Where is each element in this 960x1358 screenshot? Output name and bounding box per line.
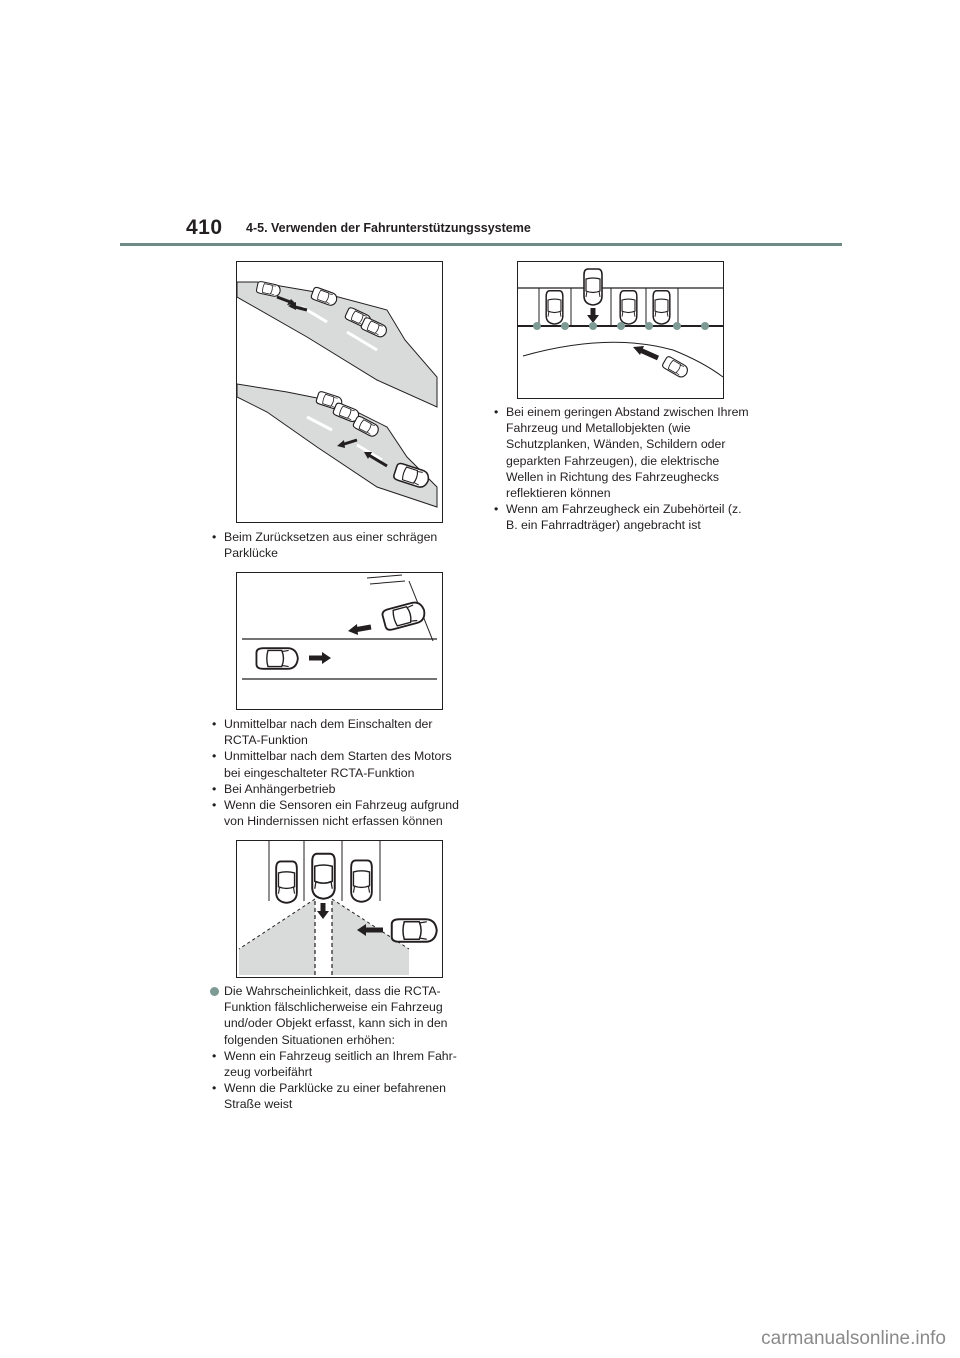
- watermark: carmanualsonline.info: [761, 1328, 946, 1349]
- list-item: • Wenn die Parklücke zu einer befahrenen Straße weist: [210, 1080, 472, 1112]
- diagonal-parking-roads-illustration: [236, 261, 443, 523]
- list-item: • Unmittelbar nach dem Einschalten der RCTA-Funktion: [210, 716, 468, 748]
- list-item: • Wenn die Sensoren ein Fahrzeug aufgrund von Hindernissen nicht erfassen können: [210, 797, 468, 829]
- list-item: • Wenn ein Fahrzeug seitlich an Ihrem Fahr-zeug vorbeifährt: [210, 1048, 472, 1080]
- list-item: • Wenn am Fahrzeugheck ein Zubehörteil (z. B. ein Fahrradträger) angebracht ist: [492, 501, 754, 533]
- metal-objects-reflection-illustration: [517, 261, 724, 399]
- header-rule: [120, 243, 842, 246]
- caption-rcta-activation: [210, 716, 468, 829]
- caption-diagonal-parking: [210, 529, 465, 561]
- rcta-activation-illustration: [236, 572, 443, 710]
- obstructed-sensor-illustration: [236, 840, 443, 978]
- page-number: 410: [186, 216, 223, 239]
- list-item: • Beim Zurücksetzen aus einer schrägen Parklücke: [210, 529, 465, 561]
- list-item: • Bei Anhängerbetrieb: [210, 781, 468, 797]
- list-item: • Unmittelbar nach dem Starten des Motors bei eingeschalteter RCTA-Funktion: [210, 748, 468, 780]
- false-detection-section: [210, 983, 472, 1113]
- list-item: • Bei einem geringen Abstand zwischen Ihrem Fahrzeug und Metallobjekten (wie Schutzplanken, Wänden, Schildern oder geparkten Fahrzeugen), die elektrische Wellen in Richtung des Fahrzeughecks reflektieren können: [492, 404, 754, 501]
- caption-metal-objects: [492, 404, 754, 534]
- section-title: 4-5. Verwenden der Fahrunterstützungssysteme: [246, 221, 531, 235]
- section-intro: Die Wahrscheinlichkeit, dass die RCTA-Funktion fälschlicherweise ein Fahrzeug und/oder Objekt erfasst, kann sich in den folgenden Situationen erhöhen:: [210, 983, 472, 1048]
